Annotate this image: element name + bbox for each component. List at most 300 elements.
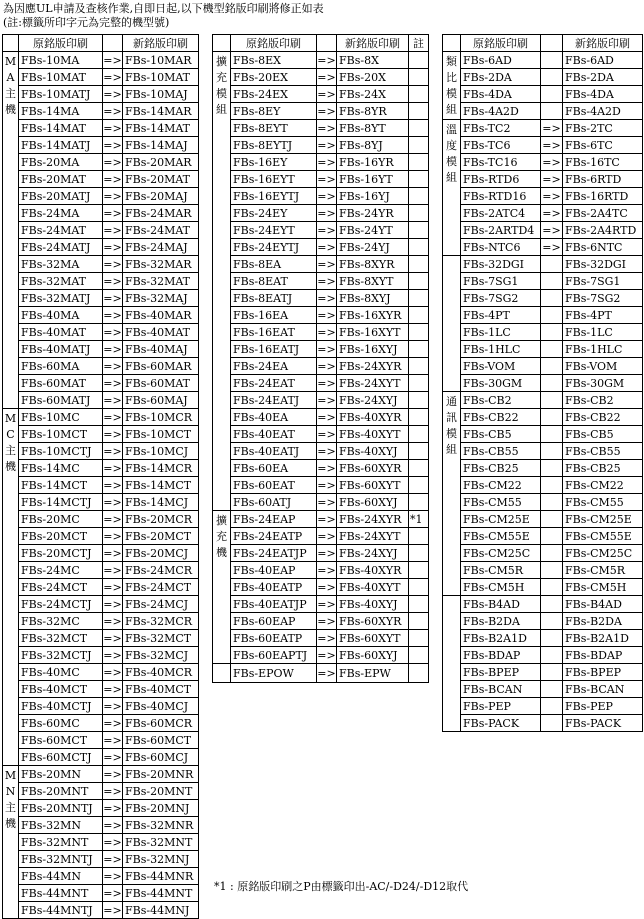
table-row	[3, 562, 199, 579]
old-model-cell: FBs-2ARTD4	[461, 222, 541, 239]
arrow-cell	[541, 392, 563, 409]
old-model-cell: FBs-CM55	[461, 494, 541, 511]
arrow-cell: =>	[317, 155, 336, 169]
arrow-cell: =>	[103, 529, 122, 543]
new-model-cell: FBs-60MCR	[123, 715, 199, 732]
table-row	[443, 256, 643, 273]
table-row	[213, 341, 429, 358]
old-model-cell: FBs-60MA	[19, 358, 103, 375]
arrow-cell	[541, 477, 563, 494]
intro-line-2: (註:標籤所印字元為完整的機型號)	[3, 16, 170, 29]
arrow-cell: =>	[103, 512, 122, 526]
arrow-cell: =>	[317, 376, 336, 390]
note-cell	[409, 222, 429, 239]
arrow-cell: =>	[103, 903, 122, 917]
new-model-cell: FBs-1LC	[563, 324, 643, 341]
arrow-cell: =>	[103, 597, 122, 611]
old-model-cell: FBs-1HLC	[461, 341, 541, 358]
new-model-cell: FBs-CB55	[563, 443, 643, 460]
table-row	[213, 307, 429, 324]
new-model-cell: FBs-16YR	[337, 154, 409, 171]
table-row	[443, 426, 643, 443]
arrow-cell: =>	[317, 631, 336, 645]
header-arrow	[103, 35, 123, 52]
table-expansion	[212, 34, 429, 683]
old-model-cell: FBs-4A2D	[461, 103, 541, 120]
new-model-cell: FBs-16YT	[337, 171, 409, 188]
arrow-cell	[541, 579, 563, 596]
table-row	[213, 120, 429, 137]
new-model-cell: FBs-24XYT	[337, 528, 409, 545]
old-model-cell: FBs-30GM	[461, 375, 541, 392]
arrow-cell: =>	[103, 563, 122, 577]
new-model-cell: FBs-24YJ	[337, 239, 409, 256]
new-model-cell: FBs-40XYT	[337, 579, 409, 596]
new-model-cell: FBs-24MCJ	[123, 596, 199, 613]
table-row	[3, 681, 199, 698]
note-cell	[409, 120, 429, 137]
new-model-cell: FBs-8YR	[337, 103, 409, 120]
table-row	[213, 392, 429, 409]
old-model-cell: FBs-20MN	[19, 766, 103, 783]
arrow-cell: =>	[103, 70, 122, 84]
arrow-cell: =>	[103, 87, 122, 101]
old-model-cell: FBs-60MCTJ	[19, 749, 103, 766]
table-row	[3, 171, 199, 188]
old-model-cell: FBs-CM25E	[461, 511, 541, 528]
old-model-cell: FBs-24EATP	[231, 528, 317, 545]
old-model-cell: FBs-16EYTJ	[231, 188, 317, 205]
old-model-cell: FBs-8EYT	[231, 120, 317, 137]
new-model-cell: FBs-CB2	[563, 392, 643, 409]
arrow-cell: =>	[103, 631, 122, 645]
new-model-cell: FBs-44MNJ	[123, 902, 199, 919]
arrow-cell: =>	[542, 206, 561, 220]
new-model-cell: FBs-8YJ	[337, 137, 409, 154]
table-row	[443, 630, 643, 647]
table-row	[443, 137, 643, 154]
new-model-cell: FBs-30GM	[563, 375, 643, 392]
note-cell	[409, 528, 429, 545]
arrow-cell	[541, 307, 563, 324]
arrow-cell: =>	[542, 240, 561, 254]
table-row	[443, 222, 643, 239]
old-model-cell: FBs-24EYTJ	[231, 239, 317, 256]
table-row	[213, 494, 429, 511]
new-model-cell: FBs-24MAR	[123, 205, 199, 222]
header-old: 原銘版印刷	[231, 35, 317, 52]
table-row	[443, 494, 643, 511]
note-cell	[409, 239, 429, 256]
note-cell	[409, 664, 429, 683]
new-model-cell: FBs-14MCT	[123, 477, 199, 494]
arrow-cell: =>	[103, 342, 122, 356]
new-model-cell: FBs-32MNR	[123, 817, 199, 834]
table-row	[213, 69, 429, 86]
new-model-cell: FBs-CM5H	[563, 579, 643, 596]
table-row	[3, 596, 199, 613]
arrow-cell: =>	[317, 121, 336, 135]
old-model-cell: FBs-B2DA	[461, 613, 541, 630]
new-model-cell: FBs-2TC	[563, 120, 643, 137]
arrow-cell: =>	[317, 427, 336, 441]
table-row	[3, 341, 199, 358]
arrow-cell: =>	[317, 104, 336, 118]
arrow-cell: =>	[103, 546, 122, 560]
table-row	[213, 477, 429, 494]
new-model-cell: FBs-20MNR	[123, 766, 199, 783]
arrow-cell	[541, 545, 563, 562]
new-model-cell: FBs-7SG2	[563, 290, 643, 307]
arrow-cell: =>	[103, 495, 122, 509]
new-model-cell: FBs-6NTC	[563, 239, 643, 256]
old-model-cell: FBs-24EYT	[231, 222, 317, 239]
arrow-cell	[541, 86, 563, 103]
table-row	[213, 222, 429, 239]
arrow-cell: =>	[317, 87, 336, 101]
table-row	[443, 545, 643, 562]
new-model-cell: FBs-60MCT	[123, 732, 199, 749]
arrow-cell	[541, 358, 563, 375]
arrow-cell: =>	[317, 648, 336, 662]
table-row	[213, 664, 429, 683]
arrow-cell: =>	[317, 410, 336, 424]
arrow-cell: =>	[103, 410, 122, 424]
new-model-cell: FBs-24XYJ	[337, 545, 409, 562]
table-row	[3, 324, 199, 341]
arrow-cell	[541, 290, 563, 307]
arrow-cell: =>	[103, 665, 122, 679]
table-row	[443, 120, 643, 137]
table-row	[3, 494, 199, 511]
old-model-cell: FBs-PEP	[461, 698, 541, 715]
old-model-cell: FBs-8EYTJ	[231, 137, 317, 154]
new-model-cell: FBs-20MAJ	[123, 188, 199, 205]
table-row	[3, 817, 199, 834]
old-model-cell: FBs-1LC	[461, 324, 541, 341]
old-model-cell: FBs-CM25C	[461, 545, 541, 562]
arrow-cell: =>	[317, 495, 336, 509]
old-model-cell: FBs-8EATJ	[231, 290, 317, 307]
arrow-cell: =>	[103, 886, 122, 900]
new-model-cell: FBs-4A2D	[563, 103, 643, 120]
arrow-cell: =>	[103, 818, 122, 832]
group-label: 溫度模組	[443, 120, 461, 256]
header-arrow	[541, 35, 563, 52]
note-cell	[409, 375, 429, 392]
new-model-cell: FBs-24MAT	[123, 222, 199, 239]
old-model-cell: FBs-32MN	[19, 817, 103, 834]
arrow-cell: =>	[103, 291, 122, 305]
new-model-cell: FBs-10MCJ	[123, 443, 199, 460]
table-row	[3, 511, 199, 528]
table-row	[3, 239, 199, 256]
arrow-cell: =>	[103, 359, 122, 373]
note-cell	[409, 613, 429, 630]
new-model-cell: FBs-CM5R	[563, 562, 643, 579]
new-model-cell: FBs-32MAR	[123, 256, 199, 273]
table-row	[3, 137, 199, 154]
arrow-cell: =>	[317, 223, 336, 237]
table-row	[213, 256, 429, 273]
old-model-cell: FBs-24MCTJ	[19, 596, 103, 613]
new-model-cell: FBs-40MCR	[123, 664, 199, 681]
header-old: 原銘版印刷	[19, 35, 103, 52]
new-model-cell: FBs-6RTD	[563, 171, 643, 188]
arrow-cell: =>	[317, 189, 336, 203]
arrow-cell	[541, 562, 563, 579]
new-model-cell: FBs-14MAJ	[123, 137, 199, 154]
new-model-cell: FBs-CM55E	[563, 528, 643, 545]
table-row	[443, 596, 643, 613]
old-model-cell: FBs-32DGI	[461, 256, 541, 273]
old-model-cell: FBs-14MATJ	[19, 137, 103, 154]
table-row	[443, 698, 643, 715]
header-group	[213, 35, 231, 52]
old-model-cell: FBs-24MAT	[19, 222, 103, 239]
arrow-cell	[541, 715, 563, 732]
note-cell	[409, 494, 429, 511]
group-label: MC主機	[3, 409, 19, 766]
old-model-cell: FBs-B2A1D	[461, 630, 541, 647]
table-row	[213, 511, 429, 528]
new-model-cell: FBs-4PT	[563, 307, 643, 324]
new-model-cell: FBs-20MNJ	[123, 800, 199, 817]
new-model-cell: FBs-CB5	[563, 426, 643, 443]
new-model-cell: FBs-8XYT	[337, 273, 409, 290]
table-row	[3, 86, 199, 103]
old-model-cell: FBs-20EX	[231, 69, 317, 86]
arrow-cell: =>	[103, 308, 122, 322]
old-model-cell: FBs-CM22	[461, 477, 541, 494]
new-model-cell: FBs-44MNT	[123, 885, 199, 902]
old-model-cell: FBs-14MC	[19, 460, 103, 477]
table-row	[213, 409, 429, 426]
arrow-cell: =>	[103, 733, 122, 747]
old-model-cell: FBs-20MAT	[19, 171, 103, 188]
table-row	[213, 647, 429, 664]
arrow-cell: =>	[317, 53, 336, 67]
new-model-cell: FBs-32DGI	[563, 256, 643, 273]
table-row	[3, 851, 199, 868]
arrow-cell: =>	[542, 138, 561, 152]
old-model-cell: FBs-40EA	[231, 409, 317, 426]
new-model-cell: FBs-CM55	[563, 494, 643, 511]
arrow-cell: =>	[103, 682, 122, 696]
arrow-cell: =>	[103, 223, 122, 237]
table-row	[443, 239, 643, 256]
new-model-cell: FBs-4DA	[563, 86, 643, 103]
old-model-cell: FBs-CB55	[461, 443, 541, 460]
table-row	[3, 222, 199, 239]
arrow-cell: =>	[317, 546, 336, 560]
old-model-cell: FBs-60MC	[19, 715, 103, 732]
arrow-cell: =>	[317, 478, 336, 492]
old-model-cell: FBs-7SG1	[461, 273, 541, 290]
table-row	[3, 749, 199, 766]
table-row	[213, 579, 429, 596]
new-model-cell: FBs-24XYR	[337, 358, 409, 375]
table-row	[3, 902, 199, 919]
arrow-cell: =>	[103, 852, 122, 866]
table-main-units	[2, 34, 199, 919]
old-model-cell: FBs-16EAT	[231, 324, 317, 341]
old-model-cell: FBs-20MNTJ	[19, 800, 103, 817]
table-row	[3, 375, 199, 392]
new-model-cell: FBs-PACK	[563, 715, 643, 732]
note-cell	[409, 443, 429, 460]
new-model-cell: FBs-60XYR	[337, 460, 409, 477]
arrow-cell: =>	[103, 478, 122, 492]
table-row	[3, 800, 199, 817]
group-label	[213, 664, 231, 683]
old-model-cell: FBs-60EAP	[231, 613, 317, 630]
old-model-cell: FBs-32MNT	[19, 834, 103, 851]
table-row	[213, 460, 429, 477]
table-row	[3, 766, 199, 783]
new-model-cell: FBs-40XYT	[337, 426, 409, 443]
new-model-cell: FBs-8XYR	[337, 256, 409, 273]
old-model-cell: FBs-40MA	[19, 307, 103, 324]
old-model-cell: FBs-24EY	[231, 205, 317, 222]
arrow-cell: =>	[103, 393, 122, 407]
new-model-cell: FBs-40MCJ	[123, 698, 199, 715]
arrow-cell: =>	[103, 716, 122, 730]
note-cell	[409, 137, 429, 154]
arrow-cell: =>	[103, 835, 122, 849]
arrow-cell: =>	[103, 53, 122, 67]
table-row	[443, 290, 643, 307]
new-model-cell: FBs-CB22	[563, 409, 643, 426]
old-model-cell: FBs-32MATJ	[19, 290, 103, 307]
table-row	[443, 715, 643, 732]
old-model-cell: FBs-BPEP	[461, 664, 541, 681]
old-model-cell: FBs-EPOW	[231, 664, 317, 683]
arrow-cell	[541, 630, 563, 647]
table-row	[3, 783, 199, 800]
new-model-cell: FBs-10MCR	[123, 409, 199, 426]
table-row	[3, 307, 199, 324]
old-model-cell: FBs-24EAP	[231, 511, 317, 528]
arrow-cell	[541, 324, 563, 341]
table-row	[443, 103, 643, 120]
new-model-cell: FBs-16RTD	[563, 188, 643, 205]
arrow-cell: =>	[317, 342, 336, 356]
arrow-cell: =>	[317, 257, 336, 271]
table-row	[443, 613, 643, 630]
old-model-cell: FBs-8EY	[231, 103, 317, 120]
old-model-cell: FBs-10MAT	[19, 69, 103, 86]
new-model-cell: FBs-60XYR	[337, 613, 409, 630]
table-row	[213, 171, 429, 188]
table-row	[213, 188, 429, 205]
new-model-cell: FBs-B2DA	[563, 613, 643, 630]
old-model-cell: FBs-60EATP	[231, 630, 317, 647]
new-model-cell: FBs-10MAR	[123, 52, 199, 69]
new-model-cell: FBs-40MCT	[123, 681, 199, 698]
new-model-cell: FBs-32MCJ	[123, 647, 199, 664]
new-model-cell: FBs-40MAJ	[123, 341, 199, 358]
table-row	[443, 205, 643, 222]
new-model-cell: FBs-10MCT	[123, 426, 199, 443]
old-model-cell: FBs-44MNTJ	[19, 902, 103, 919]
arrow-cell: =>	[103, 699, 122, 713]
old-model-cell: FBs-60MAT	[19, 375, 103, 392]
new-model-cell: FBs-CM25C	[563, 545, 643, 562]
new-model-cell: FBs-6TC	[563, 137, 643, 154]
old-model-cell: FBs-40EATP	[231, 579, 317, 596]
old-model-cell: FBs-40MAT	[19, 324, 103, 341]
new-model-cell: FBs-CB25	[563, 460, 643, 477]
old-model-cell: FBs-32MA	[19, 256, 103, 273]
old-model-cell: FBs-8EX	[231, 52, 317, 69]
note-cell	[409, 205, 429, 222]
arrow-cell	[541, 647, 563, 664]
arrow-cell: =>	[103, 444, 122, 458]
old-model-cell: FBs-CB22	[461, 409, 541, 426]
old-model-cell: FBs-20MA	[19, 154, 103, 171]
old-model-cell: FBs-TC6	[461, 137, 541, 154]
arrow-cell	[541, 596, 563, 613]
arrow-cell: =>	[542, 155, 561, 169]
arrow-cell: =>	[317, 393, 336, 407]
arrow-cell: =>	[317, 206, 336, 220]
new-model-cell: FBs-32MAT	[123, 273, 199, 290]
note-cell	[409, 596, 429, 613]
arrow-cell: =>	[103, 155, 122, 169]
arrow-cell: =>	[542, 189, 561, 203]
arrow-cell: =>	[542, 223, 561, 237]
table-row	[3, 205, 199, 222]
arrow-cell	[541, 613, 563, 630]
arrow-cell	[541, 664, 563, 681]
arrow-cell: =>	[103, 648, 122, 662]
arrow-cell: =>	[317, 359, 336, 373]
new-model-cell: FBs-B4AD	[563, 596, 643, 613]
new-model-cell: FBs-7SG1	[563, 273, 643, 290]
table-row	[443, 477, 643, 494]
arrow-cell: =>	[103, 461, 122, 475]
old-model-cell: FBs-16EATJ	[231, 341, 317, 358]
table-row	[3, 358, 199, 375]
arrow-cell	[541, 52, 563, 69]
table-header-row	[213, 35, 429, 52]
old-model-cell: FBs-20MNT	[19, 783, 103, 800]
old-model-cell: FBs-CM5R	[461, 562, 541, 579]
table-row	[213, 545, 429, 562]
new-model-cell: FBs-16YJ	[337, 188, 409, 205]
note-cell	[409, 69, 429, 86]
new-model-cell: FBs-24YT	[337, 222, 409, 239]
new-model-cell: FBs-60XYT	[337, 477, 409, 494]
old-model-cell: FBs-32MCT	[19, 630, 103, 647]
table-modules	[442, 34, 643, 732]
table-row	[3, 426, 199, 443]
old-model-cell: FBs-60ATJ	[231, 494, 317, 511]
table-row	[213, 205, 429, 222]
arrow-cell	[541, 511, 563, 528]
table-row	[443, 188, 643, 205]
arrow-cell: =>	[317, 614, 336, 628]
group-label	[443, 596, 461, 732]
new-model-cell: FBs-40XYR	[337, 562, 409, 579]
table-row	[3, 273, 199, 290]
old-model-cell: FBs-32MNTJ	[19, 851, 103, 868]
table-row	[213, 375, 429, 392]
arrow-cell: =>	[317, 172, 336, 186]
table-row	[213, 443, 429, 460]
table-row	[443, 52, 643, 69]
